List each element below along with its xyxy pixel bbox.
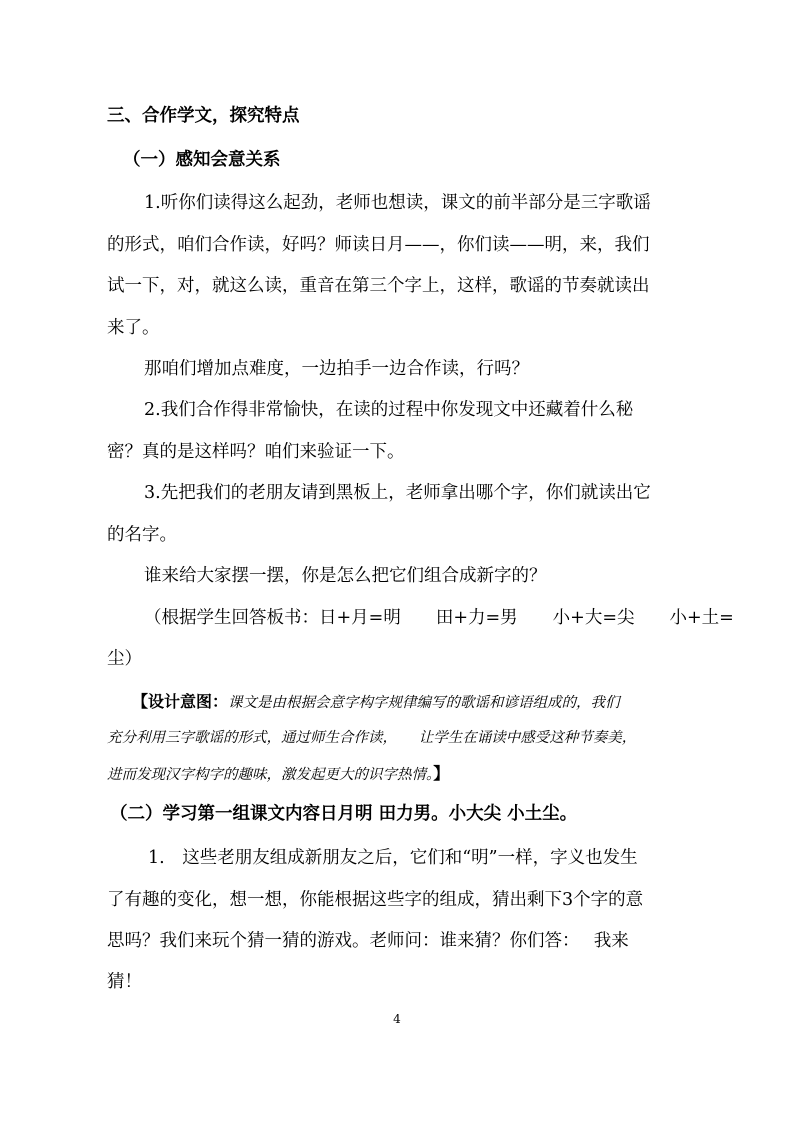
subheading-2: （二）学习第一组课文内容日月明 田力男。小大尖 小土尘。 xyxy=(110,804,578,824)
design-intent-label: 【设计意图： xyxy=(132,692,229,711)
paragraph-2: 那咱们增加点难度，一边拍手一边合作读，行吗？ xyxy=(144,359,529,379)
paragraph-5: 谁来给大家摆一摆，你是怎么把它们组合成新字的？ xyxy=(144,566,547,586)
board-notes-line-2: 尘） xyxy=(107,649,142,669)
paragraph-3-line-1: 2.我们合作得非常愉快，在读的过程中你发现文中还藏着什么秘 xyxy=(144,400,634,420)
paragraph-7-line-3: 思吗？我们来玩个猜一猜的游戏。老师问：谁来猜？你们答： 我来 xyxy=(107,931,629,951)
paragraph-4-line-2: 的名字。 xyxy=(107,525,177,545)
board-notes-line-1: （根据学生回答板书：日+月=明 田+力=男 小+大=尖 小+土= xyxy=(144,608,734,628)
paragraph-1-line-3: 试一下，对，就这么读，重音在第三个字上，这样，歌谣的节奏就读出 xyxy=(107,276,650,296)
paragraph-7-line-1: 1. 这些老朋友组成新朋友之后，它们和“明”一样，字义也发生 xyxy=(148,848,638,868)
paragraph-1-line-2: 的形式，咱们合作读，好吗？师读日月——，你们读——明，来，我们 xyxy=(107,235,650,255)
paragraph-1-line-1: 1.听你们读得这么起劲，老师也想读，课文的前半部分是三字歌谣 xyxy=(144,193,651,213)
design-intent-line-2: 充分利用三字歌谣的形式，通过师生合作读， 让学生在诵读中感受这种节奏美， xyxy=(107,730,637,746)
paragraph-4-line-1: 3.先把我们的老朋友请到黑板上，老师拿出哪个字，你们就读出它 xyxy=(144,483,651,503)
page-number: 4 xyxy=(393,1012,401,1026)
paragraph-7-line-2: 了有趣的变化，想一想，你能根据这些字的组成，猜出剩下3个字的意 xyxy=(107,890,644,910)
paragraph-7-line-4: 猜！ xyxy=(107,972,142,992)
paragraph-3-line-2: 密？真的是这样吗？咱们来验证一下。 xyxy=(107,442,405,462)
design-intent-line-1: 【设计意图：课文是由根据会意字构字规律编写的歌谣和谚语组成的，我们 xyxy=(132,692,620,711)
paragraph-1-line-4: 来了。 xyxy=(107,318,160,338)
subheading-1: （一）感知会意关系 xyxy=(123,150,281,170)
design-intent-line-3: 进而发现汉字构字的趣味，激发起更大的识字热情。】 xyxy=(107,764,450,783)
section-heading: 三、合作学文，探究特点 xyxy=(107,106,300,126)
